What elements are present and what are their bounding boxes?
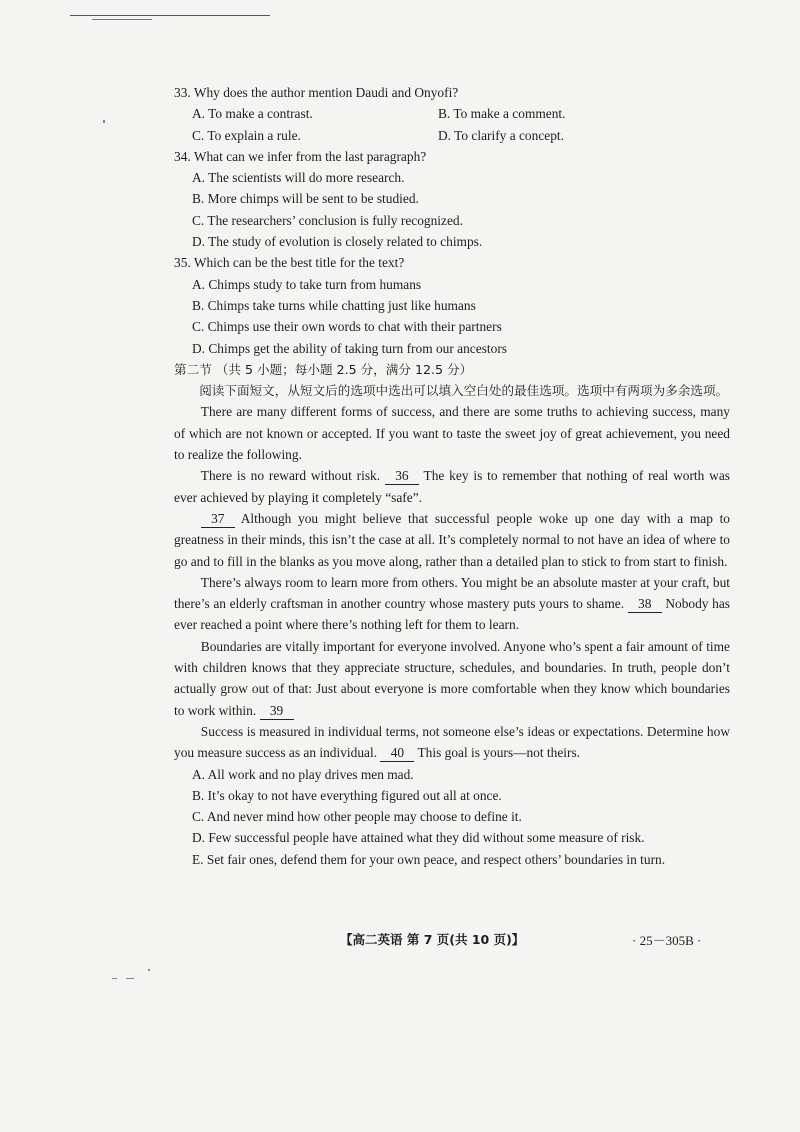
question-34-option-c: C. The researchers’ conclusion is fully recognized. — [192, 212, 463, 228]
passage-p5-text: Boundaries are vitally important for everyone involved. Anyone who’s spent a fair amount of time with children knows that they appreciate structure, schedules, and boundaries. In truth, people don’t actually grow out of that: Just about everyone is more comfortable when they know which boundaries to work within. — [174, 638, 730, 718]
question-34-option-a: A. The scientists will do more research. — [192, 170, 405, 186]
blank-38: 38 — [628, 596, 662, 613]
passage-p2-text-after: The key is to remember that nothing of real worth was ever achieved by playing it completely “safe”. — [174, 468, 731, 505]
section-2-instruction: 阅读下面短文，从短文后的选项中选出可以填入空白处的最佳选项。选项中有两项为多余选项。 — [199, 383, 729, 399]
question-33-option-b: B. To make a comment. — [438, 106, 566, 122]
passage-p2-text: There is no reward without risk. — [200, 468, 385, 484]
passage-paragraph-5 — [174, 636, 730, 721]
footer-page-info: 【高二英语 第 7 页(共 10 页)】 — [340, 932, 525, 947]
question-33-stem: 33. Why does the author mention Daudi and Onyofi? — [174, 85, 459, 100]
question-35-option-d: D. Chimps get the ability of taking turn from our ancestors — [192, 340, 507, 356]
blank-37: 37 — [201, 511, 235, 528]
choice-a: A. All work and no play drives men mad. — [192, 766, 414, 782]
question-35-option-c: C. Chimps use their own words to chat with their partners — [192, 319, 502, 335]
scan-speck — [103, 120, 105, 123]
blank-40: 40 — [380, 745, 414, 762]
question-33-option-a: A. To make a contrast. — [192, 106, 313, 122]
question-33-options-row-1 — [174, 103, 730, 124]
page-footer — [0, 930, 800, 952]
passage-paragraph-2 — [174, 465, 730, 508]
question-35-stem: 35. Which can be the best title for the text? — [174, 255, 405, 271]
question-34-option-b: B. More chimps will be sent to be studied. — [192, 191, 419, 207]
question-33-option-c: C. To explain a rule. — [192, 127, 301, 143]
blank-39: 39 — [260, 703, 294, 720]
section-2-heading: 第二节 （共 5 小题；每小题 2.5 分，满分 12.5 分） — [174, 361, 473, 377]
choice-e: E. Set fair ones, defend them for your own peace, and respect others’ boundaries in turn. — [192, 851, 666, 867]
question-35-option-b: B. Chimps take turns while chatting just like humans — [192, 297, 476, 313]
blank-36: 36 — [385, 468, 419, 485]
passage-paragraph-3 — [174, 508, 730, 572]
choice-c: C. And never mind how other people may choose to define it. — [192, 809, 522, 825]
question-34-option-d: D. The study of evolution is closely related to chimps. — [192, 234, 483, 250]
question-33-option-d: D. To clarify a concept. — [438, 127, 564, 143]
passage-paragraph-1: There are many different forms of success, and there are some truths to achieving success, many of which are not known or accepted. If you want to taste the sweet joy of great achievement, you need to realize the following. — [174, 404, 730, 463]
footer-exam-code: · 25－305B · — [632, 933, 702, 948]
passage-p6-text-after: This goal is yours—not theirs. — [414, 745, 581, 761]
question-35-option-a: A. Chimps study to take turn from humans — [192, 276, 422, 292]
header-rule — [70, 15, 270, 16]
passage-paragraph-6 — [174, 721, 730, 764]
passage-paragraph-4 — [174, 572, 730, 636]
passage-p6-text: Success is measured in individual terms, not someone else’s ideas or expectations. Determine how you measure success as an individual. — [174, 723, 730, 761]
passage-p4-text-after: Nobody has ever reached a point where there’s nothing left for them to learn. — [174, 596, 730, 633]
scan-speck — [112, 978, 117, 979]
question-34-stem: 34. What can we infer from the last paragraph? — [174, 148, 427, 164]
passage-p3-text: Although you might believe that successful people woke up one day with a map to greatness in their minds, this isn’t the case at all. It’s completely normal to not have an idea of where to go and to fill in the blanks as you move along, rather than a detailed plan to stick to from start to finish. — [174, 510, 730, 569]
scan-speck — [126, 978, 134, 979]
choice-b: B. It’s okay to not have everything figured out all at once. — [192, 787, 502, 803]
choice-d: D. Few successful people have attained what they did without some measure of risk. — [192, 830, 645, 846]
scan-speck — [148, 969, 150, 971]
passage-p4-text: There’s always room to learn more from others. You might be an absolute master at your craft, but there’s an elderly craftsman in another country whose mastery puts yours to shame. — [174, 574, 730, 612]
page-content — [174, 82, 730, 870]
question-33-options-row-2 — [174, 125, 730, 146]
header-rule-short — [92, 19, 152, 20]
